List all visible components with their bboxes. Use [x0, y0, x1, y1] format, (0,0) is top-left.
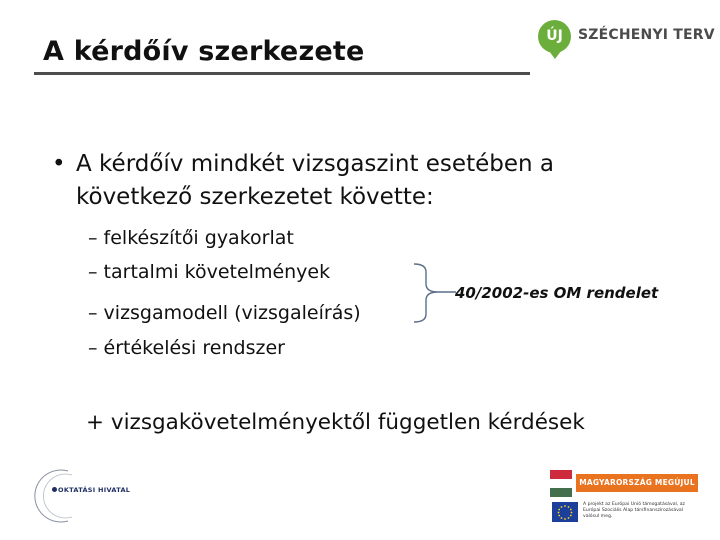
slide-title: A kérdőív szerkezete: [43, 36, 365, 67]
sub-item: – tartalmi követelmények: [88, 261, 331, 283]
curly-bracket-icon: [412, 262, 458, 324]
eu-funding-text: A projekt az Európai Unió támogatásával, az Európai Szociális Alap társfinanszírozásával valósul meg.: [583, 502, 685, 519]
decree-label: 40/2002-es OM rendelet: [455, 284, 659, 302]
ofi-mark-icon: [52, 487, 57, 492]
sub-item: – értékelési rendszer: [88, 337, 285, 359]
title-underline: [34, 72, 530, 75]
bullet-dot-icon: •: [52, 151, 66, 177]
oktatasi-hivatal-logo-icon: [28, 465, 138, 525]
main-bullet-text: A kérdőív mindkét vizsgaszint esetében a következő szerkezetet követte:: [76, 151, 554, 210]
eu-funding-logo: [546, 466, 696, 528]
sub-item: – felkészítői gyakorlat: [88, 227, 294, 249]
szechenyi-terv-logo-icon: ÚJ: [538, 20, 571, 53]
ofi-label: OKTATÁSI HIVATAL: [58, 486, 131, 494]
brand-name: SZÉCHENYI TERV: [578, 27, 715, 43]
sub-item: – vizsgamodell (vizsgaleírás): [88, 302, 361, 324]
hungarian-flag-icon: [550, 470, 572, 497]
eu-flag-icon: [552, 502, 578, 522]
hu-banner: MAGYARORSZÁG MEGÚJUL: [576, 474, 698, 492]
additional-questions-line: + vizsgakövetelményektől független kérdések: [86, 410, 585, 435]
szechenyi-terv-logo: [538, 20, 715, 56]
